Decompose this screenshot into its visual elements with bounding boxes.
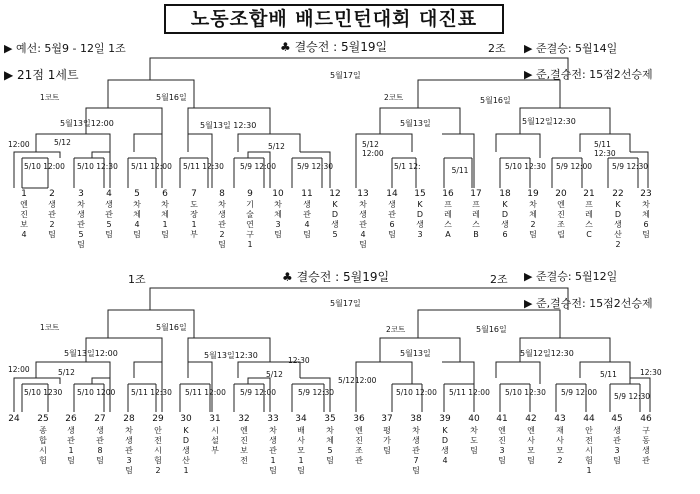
team-name: 도장1부	[190, 200, 198, 239]
team-number: 42	[525, 414, 537, 424]
team-name: 시설부	[211, 426, 219, 455]
match-box-outline	[74, 158, 118, 188]
match-box-outline	[500, 384, 546, 412]
team-number: 32	[238, 414, 250, 424]
match-box-outline	[128, 158, 172, 188]
team-name: 안전시험2	[154, 426, 162, 475]
bracket-line	[580, 362, 630, 384]
bracket-line	[92, 152, 110, 188]
round-date: 5월16일	[156, 93, 187, 102]
match-box: 5/9 12:00	[561, 388, 598, 397]
final-match-date: 5월17일	[330, 299, 361, 308]
match-time: 12:00	[8, 140, 30, 149]
semi-info: ▶ 준결승: 5월14일	[524, 42, 618, 55]
match-time: 5/12 12:00	[362, 140, 384, 158]
bracket-line	[248, 378, 270, 412]
team-name: 차체6팀	[642, 200, 650, 239]
bracket-line	[580, 134, 630, 152]
team-name: 차생관2팀	[218, 200, 226, 249]
semi-bracket-line	[418, 80, 560, 108]
bracket-line	[14, 378, 63, 412]
match-time: 5/12	[54, 138, 71, 147]
match-box: 5/9 12:30	[614, 392, 651, 401]
semi-format-info: ▶ 준,결승전: 15점2선승제	[524, 68, 653, 81]
bracket-line	[356, 362, 412, 412]
bracket-line	[238, 134, 300, 152]
team-number: 19	[527, 189, 539, 199]
court-label: 1코트	[40, 93, 60, 102]
team-name: 구동생관	[642, 426, 650, 465]
match-time: 5월12일12:30	[522, 117, 576, 126]
match-time: 5/12	[268, 142, 285, 151]
team-name: 생관4팀	[303, 200, 311, 239]
team-name: 차생관5팀	[77, 200, 85, 249]
match-box-outline	[610, 384, 651, 412]
match-time: 5/12	[58, 368, 75, 377]
team-name: 생관1팀	[67, 426, 75, 465]
match-time: 5월13일12:00	[60, 119, 114, 128]
team-number: 23	[640, 189, 652, 199]
match-box-outline	[392, 384, 437, 412]
team-number: 4	[106, 189, 112, 199]
format-info: ▶ 21점 1세트	[4, 68, 79, 82]
match-box-outline	[292, 384, 335, 412]
bracket-line	[356, 134, 412, 188]
match-box: 5/11	[451, 166, 469, 175]
bracket-line	[134, 134, 162, 188]
team-name: 재사모2	[556, 426, 564, 465]
team-name: 차생관1팀	[269, 426, 277, 475]
team-number: 13	[357, 189, 369, 199]
match-box: 5/1 12:	[394, 162, 421, 171]
team-number: 26	[65, 414, 77, 424]
team-number: 46	[640, 414, 652, 424]
team-name: 엔진보4	[20, 200, 28, 239]
match-box: 5/10 1230	[24, 388, 63, 397]
team-number: 3	[78, 189, 84, 199]
match-time: 5/11 12:30	[594, 140, 616, 158]
match-box: 5/10 12:00	[24, 162, 65, 171]
group1-label: 1조	[128, 273, 146, 286]
team-name: 종합시험	[39, 426, 47, 465]
round-date: 5월16일	[156, 323, 187, 332]
match-time: 5월13일	[400, 119, 431, 128]
bracket-line	[248, 152, 270, 188]
match-time: 5월13일	[400, 349, 431, 358]
team-name: 프레스A	[444, 200, 452, 239]
bracket-line	[540, 152, 648, 188]
match-box: 5/10 12:00	[396, 388, 437, 397]
team-number: 35	[324, 414, 336, 424]
team-number: 36	[353, 414, 365, 424]
bracket-line	[520, 108, 610, 134]
match-time: 5월13일12:30	[204, 351, 258, 360]
final-bracket-line	[150, 288, 568, 310]
match-box: 5/10 12:30	[505, 388, 546, 397]
match-box-outline	[22, 158, 65, 188]
team-number: 16	[442, 189, 454, 199]
match-time: 12:00	[8, 365, 30, 374]
team-name: 차체2팀	[529, 200, 537, 239]
match-box: 5/10 1200	[77, 388, 116, 397]
match-time: 12:30	[288, 356, 310, 365]
semi-bracket-line	[108, 80, 194, 108]
team-name: 생관5팀	[105, 200, 113, 239]
match-box: 5/9 12:30	[298, 388, 335, 397]
team-number: 33	[267, 414, 279, 424]
team-number: 28	[123, 414, 135, 424]
team-number: 15	[414, 189, 426, 199]
match-box: 5/11 12:30	[131, 388, 172, 397]
team-number: 6	[162, 189, 168, 199]
team-number: 17	[470, 189, 482, 199]
match-time: 5/11	[600, 370, 617, 379]
team-number: 24	[8, 414, 20, 424]
match-time: 5/12	[266, 370, 283, 379]
semi-format-info: ▶ 준,결승전: 15점2선승제	[524, 297, 653, 310]
bracket-line	[496, 134, 540, 152]
bracket-line	[300, 152, 330, 188]
match-box-outline	[180, 384, 226, 412]
team-number: 11	[301, 189, 313, 199]
team-number: 45	[611, 414, 623, 424]
bracket-line	[134, 362, 162, 412]
team-name: 차체1팀	[161, 200, 169, 239]
bracket-line	[188, 362, 212, 412]
team-name: KD생5	[331, 200, 339, 239]
team-name: 차생관3팀	[125, 426, 133, 475]
team-name: KD생4	[441, 426, 449, 465]
team-number: 39	[439, 414, 451, 424]
match-box: 5/11 12:30	[183, 162, 224, 171]
team-number: 29	[152, 414, 164, 424]
match-box: 5/9 12:00	[240, 388, 277, 397]
match-box-outline	[556, 384, 598, 412]
final-bracket-line	[150, 58, 568, 80]
team-name: 프레스C	[585, 200, 593, 239]
match-box-outline	[444, 384, 490, 412]
prelim-info: ▶ 예선: 5월9 - 12일 1조	[4, 42, 126, 55]
bracket-line	[520, 338, 610, 362]
match-time: 5월12일12:30	[520, 349, 574, 358]
team-number: 44	[583, 414, 595, 424]
match-box: 5/9 12:00	[556, 162, 593, 171]
team-name: 차도팀	[470, 426, 478, 455]
team-name: 생관6팀	[388, 200, 396, 239]
team-name: 안전시험1	[585, 426, 593, 475]
bracket-line	[188, 338, 270, 362]
match-box-outline	[292, 158, 334, 188]
court-label: 2코트	[386, 325, 406, 334]
team-number: 41	[496, 414, 508, 424]
match-time: 5월13일 12:30	[200, 121, 257, 130]
team-number: 9	[247, 189, 253, 199]
match-time: 5월13일12:00	[64, 349, 118, 358]
team-name: 엔진보전	[240, 426, 248, 465]
team-name: 엔진3팀	[498, 426, 506, 465]
team-name: 프레스B	[472, 200, 480, 239]
final-match-date: 5월17일	[330, 71, 361, 80]
match-box-outline	[552, 158, 593, 188]
team-number: 20	[555, 189, 567, 199]
team-name: 생관3팀	[613, 426, 621, 465]
match-box-outline	[500, 158, 546, 188]
bracket-line	[14, 152, 65, 188]
bracket-line	[36, 362, 110, 378]
bracket-line	[188, 108, 270, 134]
final-date: ♣ 결승전 : 5월19일	[280, 40, 388, 54]
match-box: 5/9 12:30	[612, 162, 649, 171]
team-name: KD생산2	[614, 200, 622, 249]
bracket-line	[36, 134, 110, 152]
team-name: 차체3팀	[274, 200, 282, 239]
team-name: 차체4팀	[133, 200, 141, 239]
team-name: 평가팀	[383, 426, 391, 455]
match-box: 5/11 12:00	[185, 388, 226, 397]
match-box-outline	[74, 384, 116, 412]
team-number: 18	[499, 189, 511, 199]
team-number: 27	[94, 414, 106, 424]
match-box: 5/10 12:30	[505, 162, 546, 171]
bracket-line	[86, 108, 162, 134]
team-number: 34	[295, 414, 307, 424]
match-box-outline	[128, 384, 172, 412]
team-number: 1	[21, 189, 27, 199]
match-box-outline	[392, 158, 421, 188]
team-number: 14	[386, 189, 398, 199]
bracket-line	[442, 362, 474, 384]
team-number: 12	[329, 189, 341, 199]
team-name: 차생관4팀	[359, 200, 367, 249]
team-name: 차생관7팀	[412, 426, 420, 475]
team-number: 31	[209, 414, 221, 424]
team-number: 40	[468, 414, 480, 424]
team-number: 5	[134, 189, 140, 199]
team-number: 43	[554, 414, 566, 424]
court-label: 2코트	[384, 93, 404, 102]
match-box: 5/11 12:00	[131, 162, 172, 171]
bracket-line	[380, 338, 460, 362]
match-box: 5/9 12:00	[240, 162, 277, 171]
match-time: 5/1212:00	[338, 376, 377, 385]
team-number: 25	[37, 414, 49, 424]
semi-bracket-line	[108, 310, 194, 338]
team-name: 배사모1팀	[297, 426, 305, 475]
team-name: KD생산1	[182, 426, 190, 475]
match-box-outline	[444, 158, 472, 188]
team-number: 10	[272, 189, 284, 199]
semi-info: ▶ 준결승: 5월12일	[524, 270, 618, 283]
match-time: 12:30	[640, 368, 662, 377]
team-name: KD생6	[501, 200, 509, 239]
bracket-line	[442, 134, 474, 188]
team-name: 엔진조립	[557, 200, 565, 239]
group2-label: 2조	[490, 273, 508, 286]
team-name: 생관8팀	[96, 426, 104, 465]
team-number: 2	[49, 189, 55, 199]
match-box: 5/11 12:00	[449, 388, 490, 397]
team-name: 생관2팀	[48, 200, 56, 239]
team-number: 7	[191, 189, 197, 199]
round-date: 5월16일	[476, 325, 507, 334]
match-box-outline	[22, 384, 63, 412]
team-name: KD생3	[416, 200, 424, 239]
match-box-outline	[234, 384, 277, 412]
group2-label: 2조	[488, 42, 506, 55]
team-number: 21	[583, 189, 595, 199]
page-title: 노동조합배 배드민턴대회 대진표	[164, 4, 504, 34]
team-number: 37	[381, 414, 393, 424]
team-name: 엔사모팀	[527, 426, 535, 465]
match-box-outline	[608, 158, 649, 188]
team-number: 38	[410, 414, 422, 424]
team-name: 기술연구1	[246, 200, 254, 249]
team-name: 엔진조관	[355, 426, 363, 465]
team-name: 차체5팀	[326, 426, 334, 465]
semi-bracket-line	[418, 310, 560, 338]
bracket-line	[92, 378, 110, 412]
court-label: 1코트	[40, 323, 60, 332]
bracket-line	[298, 378, 335, 412]
match-box-outline	[180, 158, 224, 188]
bracket-line	[238, 362, 300, 378]
bracket-line	[496, 362, 540, 384]
bracket-line	[86, 338, 162, 362]
bracket-line	[380, 108, 460, 134]
final-date: ♣ 결승전 : 5월19일	[282, 270, 390, 284]
team-number: 30	[180, 414, 192, 424]
match-box: 5/9 12:30	[297, 162, 334, 171]
team-number: 8	[219, 189, 225, 199]
round-date: 5월16일	[480, 96, 511, 105]
team-number: 22	[612, 189, 624, 199]
match-box: 5/10 12:30	[77, 162, 118, 171]
match-box-outline	[234, 158, 277, 188]
